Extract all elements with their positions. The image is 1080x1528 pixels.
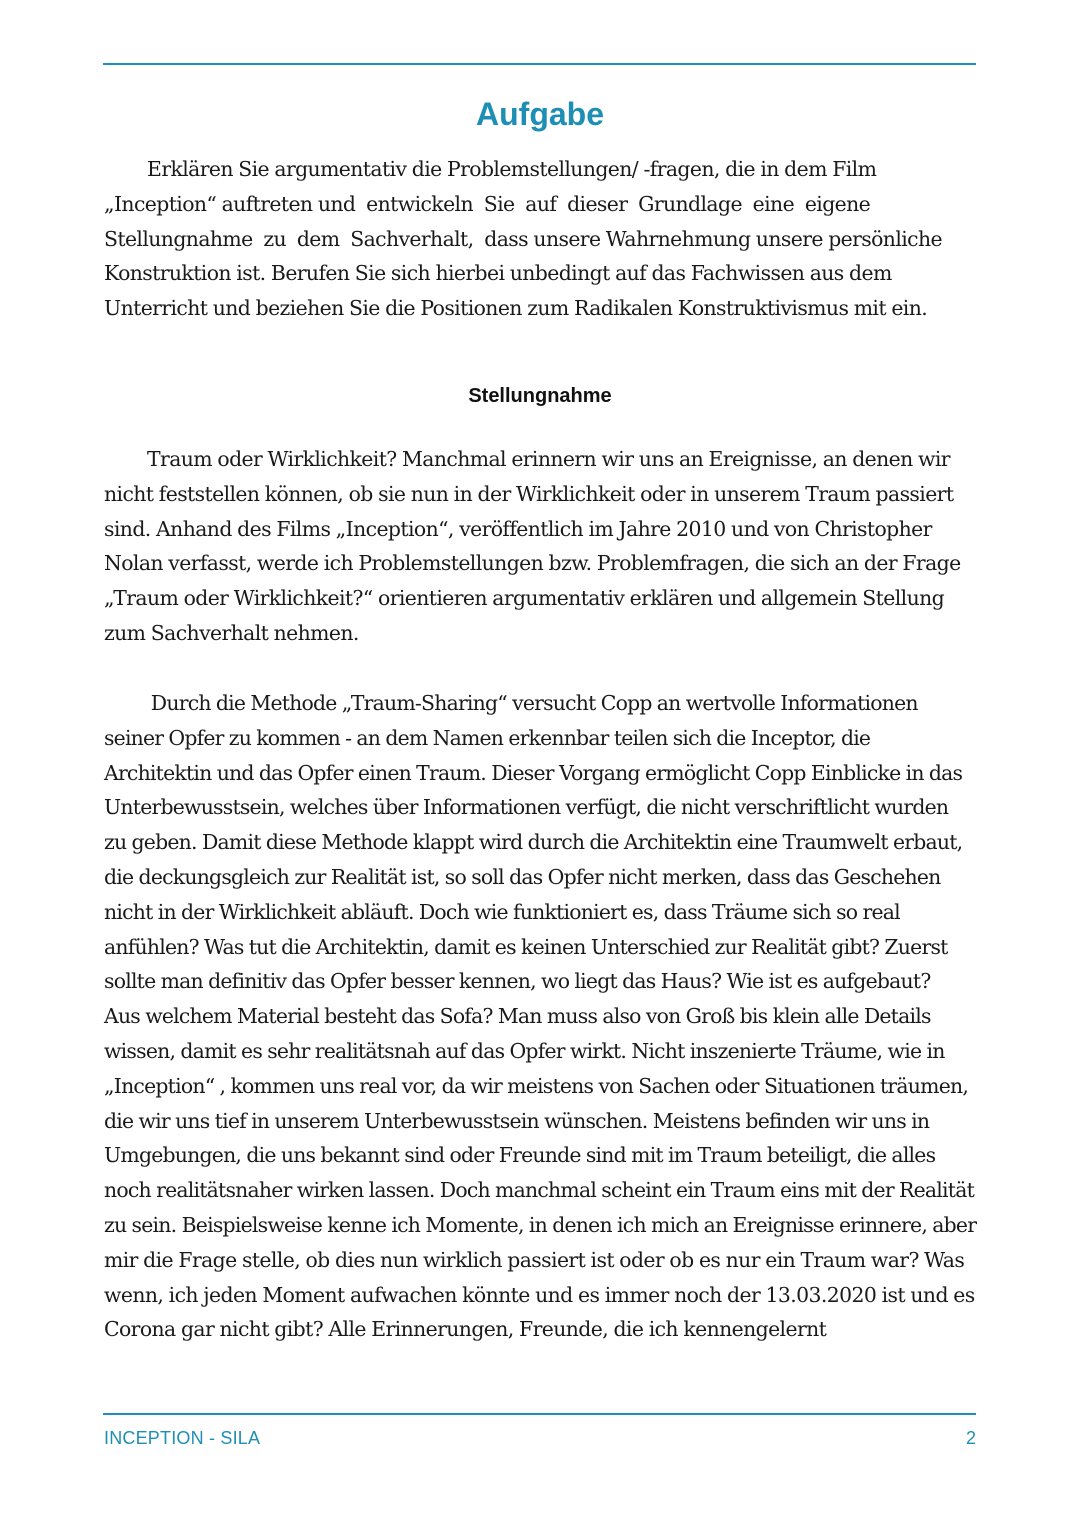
text-line: noch realitätsnaher wirken lassen. Doch manchmal scheint ein Traum eins mit der Realität (104, 1178, 975, 1203)
text-line: Erklären Sie argumentativ die Problemstellungen/ -fragen, die in dem Film (104, 157, 877, 181)
text-line: zu geben. Damit diese Methode klappt wird durch die Architektin eine Traumwelt erbaut, (104, 830, 963, 855)
text-line: wenn, ich jeden Moment aufwachen könnte und es immer noch der 13.03.2020 ist und es (104, 1282, 975, 1307)
statement-paragraph-1 (104, 442, 961, 651)
text-line: die wir uns tief in unserem Unterbewusstsein wünschen. Meistens befinden wir uns in (104, 1108, 930, 1133)
page-number: 2 (965, 1428, 976, 1448)
footer-document-title: INCEPTION - SILA (104, 1428, 261, 1448)
text-line: zum Sachverhalt nehmen. (104, 620, 359, 645)
header-rule (103, 63, 976, 65)
text-line: Aus welchem Material besteht das Sofa? Man muss also von Groß bis klein alle Details (104, 1004, 931, 1029)
text-line: anfühlen? Was tut die Architektin, damit es keinen Unterschied zur Realität gibt? Zuerst (104, 934, 948, 959)
task-title: Aufgabe (476, 96, 604, 132)
text-line: Konstruktion ist. Berufen Sie sich hierbei unbedingt auf das Fachwissen aus dem (104, 261, 892, 286)
text-line: sollte man definitiv das Opfer besser kennen, wo liegt das Haus? Wie ist es aufgebaut? (104, 969, 931, 994)
text-line: Corona gar nicht gibt? Alle Erinnerungen, Freunde, die ich kennengelernt (104, 1317, 827, 1342)
text-line: nicht feststellen können, ob sie nun in der Wirklichkeit oder in unserem Traum passiert (104, 481, 954, 506)
statement-paragraph-2 (104, 686, 976, 1347)
text-line: Unterricht und beziehen Sie die Positionen zum Radikalen Konstruktivismus mit ein. (104, 296, 928, 321)
task-paragraph (104, 152, 942, 326)
text-line: Umgebungen, die uns bekannt sind oder Freunde sind mit im Traum beteiligt, die alles (104, 1143, 936, 1168)
text-line: zu sein. Beispielsweise kenne ich Momente, in denen ich mich an Ereignisse erinnere, aber (104, 1212, 977, 1237)
text-line: „Inception“ auftreten und entwickeln Sie auf dieser Grundlage eine eigene (104, 191, 871, 216)
footer-rule (103, 1413, 976, 1415)
text-line: Architektin und das Opfer einen Traum. Dieser Vorgang ermöglicht Copp Einblicke in das (104, 760, 963, 785)
text-line: seiner Opfer zu kommen - an dem Namen erkennbar teilen sich die Inceptor, die (104, 725, 871, 750)
text-line: nicht in der Wirklichkeit abläuft. Doch wie funktioniert es, dass Träume sich so real (104, 899, 900, 924)
text-line: mir die Frage stelle, ob dies nun wirklich passiert ist oder ob es nur ein Traum war? Was (104, 1247, 965, 1272)
text-line: Unterbewusstsein, welches über Informationen verfügt, die nicht verschriftlicht wurden (104, 795, 949, 820)
statement-title: Stellungnahme (468, 385, 612, 407)
text-line: „Inception“ , kommen uns real vor, da wir meistens von Sachen oder Situationen träumen, (104, 1073, 969, 1098)
text-line: Stellungnahme zu dem Sachverhalt, dass unsere Wahrnehmung unsere persönliche (104, 226, 942, 251)
text-line: die deckungsgleich zur Realität ist, so soll das Opfer nicht merken, dass das Geschehen (104, 864, 941, 889)
text-line: sind. Anhand des Films „Inception“, veröffentlich im Jahre 2010 und von Christopher (104, 516, 932, 541)
text-line: Durch die Methode „Traum-Sharing“ versucht Copp an wertvolle Informationen (104, 691, 918, 715)
text-line: Traum oder Wirklichkeit? Manchmal erinnern wir uns an Ereignisse, an denen wir (104, 447, 950, 471)
text-line: „Traum oder Wirklichkeit?“ orientieren argumentativ erklären und allgemein Stellung (104, 586, 945, 611)
text-line: wissen, damit es sehr realitätsnah auf das Opfer wirkt. Nicht inszenierte Träume, wie in (104, 1038, 945, 1063)
text-line: Nolan verfasst, werde ich Problemstellungen bzw. Problemfragen, die sich an der Frage (104, 551, 961, 576)
